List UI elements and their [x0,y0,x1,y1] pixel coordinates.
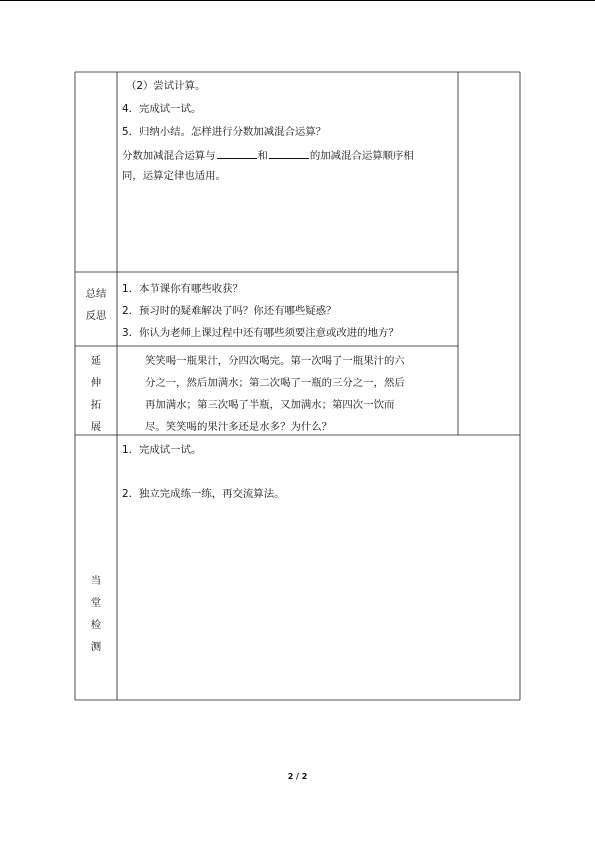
extension-problem-line1: 笑笑喝一瓶果汁，分四次喝完。第一次喝了一瓶果汁的六 [145,355,405,367]
check-label-char: 测 [90,641,102,653]
summary-part2: 和 [257,150,268,162]
extension-label-char: 拓 [90,399,102,411]
check-label-char: 堂 [90,597,102,609]
summary-part1: 分数加减混合运算与 [122,150,216,162]
check-label [76,570,116,658]
page-number: 2 / 2 [287,772,308,781]
extension-problem-line4: 尽。笑笑喝的果汁多还是水多？为什么？ [145,421,333,433]
reflection-label [76,283,116,327]
fill-blank-1[interactable] [217,147,257,159]
step-4: 4．完成试一试。 [122,103,202,115]
extension-label [76,350,116,438]
reflection-question-2: 2．预习时的疑难解决了吗？你还有哪些疑惑？ [122,305,337,317]
step-5: 5．归纳小结。怎样进行分数加减混合运算？ [122,126,327,138]
check-item-2: 2．独立完成练一练，再交流算法。 [122,488,285,500]
reflection-label-line1: 总结 [85,288,107,300]
extension-problem-line2: 分之一，然后加满水；第二次喝了一瓶的三分之一，然后 [145,377,405,389]
check-item-1: 1．完成试一试。 [122,444,202,456]
summary-part3: 的加减混合运算顺序相 [309,150,414,162]
extension-label-char: 展 [90,421,102,433]
fill-blank-2[interactable] [269,147,309,159]
summary-sentence [122,147,414,163]
reflection-question-3: 3．你认为老师上课过程中还有哪些须要注意或改进的地方？ [122,327,399,339]
extension-label-char: 延 [90,355,102,367]
check-label-char: 当 [90,575,102,587]
extension-label-char: 伸 [90,377,102,389]
reflection-label-line2: 反思 [85,310,107,322]
extension-problem-line3: 再加满水；第三次喝了半瓶，又加满水；第四次一饮而 [145,399,395,411]
summary-line-2: 同，运算定律也适用。 [122,170,226,182]
reflection-question-1: 1．本节课你有哪些收获？ [122,283,243,295]
check-label-char: 检 [90,619,102,631]
step-trial-calc: （2）尝试计算。 [126,80,206,92]
